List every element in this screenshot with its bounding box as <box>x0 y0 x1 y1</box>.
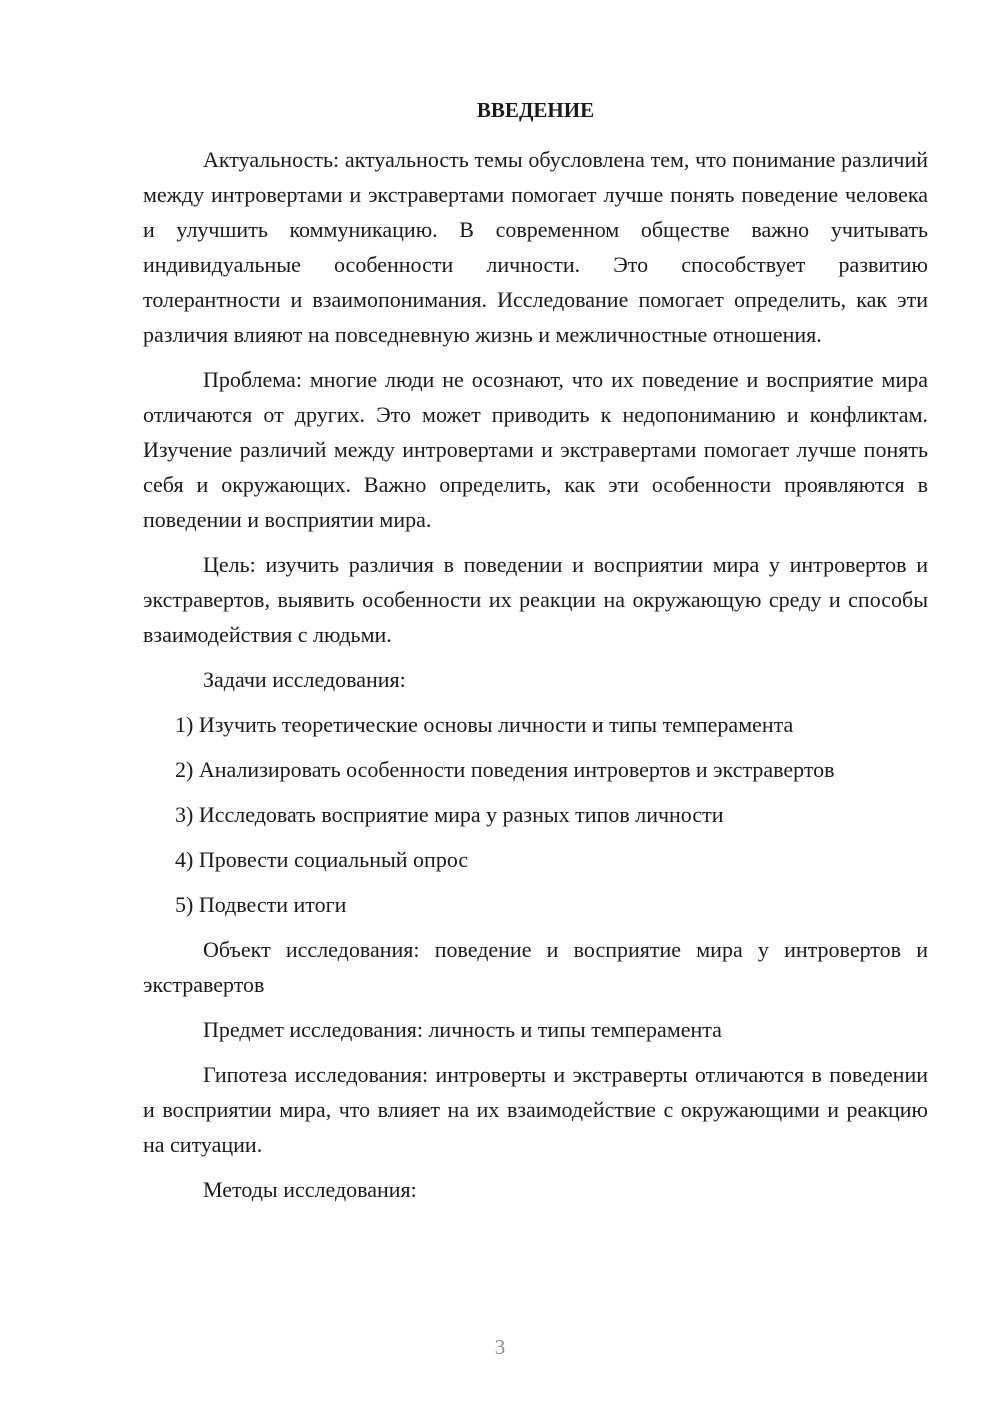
relevance-paragraph: Актуальность: актуальность темы обусловлена тем, что понимание различий между интровертами и экстравертами помогает лучше понять поведение человека и улучшить коммуникацию. В современном обществе важно учитывать индивидуальные особенности личности. Это способствует развитию толерантности и взаимопонимания. Исследование помогает определить, как эти различия влияют на повседневную жизнь и межличностные отношения. <box>143 147 928 347</box>
task-item-5: 5) Подвести итоги <box>175 892 347 917</box>
body-text <box>143 142 928 1217</box>
task-item-3: 3) Исследовать восприятие мира у разных типов личности <box>175 802 724 827</box>
goal-paragraph: Цель: изучить различия в поведении и восприятии мира у интровертов и экстравертов, выявить особенности их реакции на окружающую среду и способы взаимодействия с людьми. <box>143 552 928 647</box>
task-item-1: 1) Изучить теоретические основы личности и типы темперамента <box>175 712 794 737</box>
hypothesis-paragraph: Гипотеза исследования: интроверты и экстраверты отличаются в поведении и восприятии мира, что влияет на их взаимодействие с окружающими и реакцию на ситуации. <box>143 1062 928 1157</box>
object-paragraph: Объект исследования: поведение и восприятие мира у интровертов и экстравертов <box>143 937 928 997</box>
tasks-heading: Задачи исследования: <box>203 667 406 692</box>
page-number: 3 <box>494 1335 506 1359</box>
page-title: ВВЕДЕНИЕ <box>476 98 595 122</box>
problem-paragraph: Проблема: многие люди не осознают, что их поведение и восприятие мира отличаются от других. Это может приводить к недопониманию и конфликтам. Изучение различий между интровертами и экстравертами помогает лучше понять себя и окружающих. Важно определить, как эти особенности проявляются в поведении и восприятии мира. <box>143 367 928 532</box>
task-item-2: 2) Анализировать особенности поведения интровертов и экстравертов <box>175 757 835 782</box>
subject-paragraph: Предмет исследования: личность и типы темперамента <box>203 1017 722 1042</box>
task-item-4: 4) Провести социальный опрос <box>175 847 469 872</box>
methods-heading: Методы исследования: <box>203 1177 417 1202</box>
